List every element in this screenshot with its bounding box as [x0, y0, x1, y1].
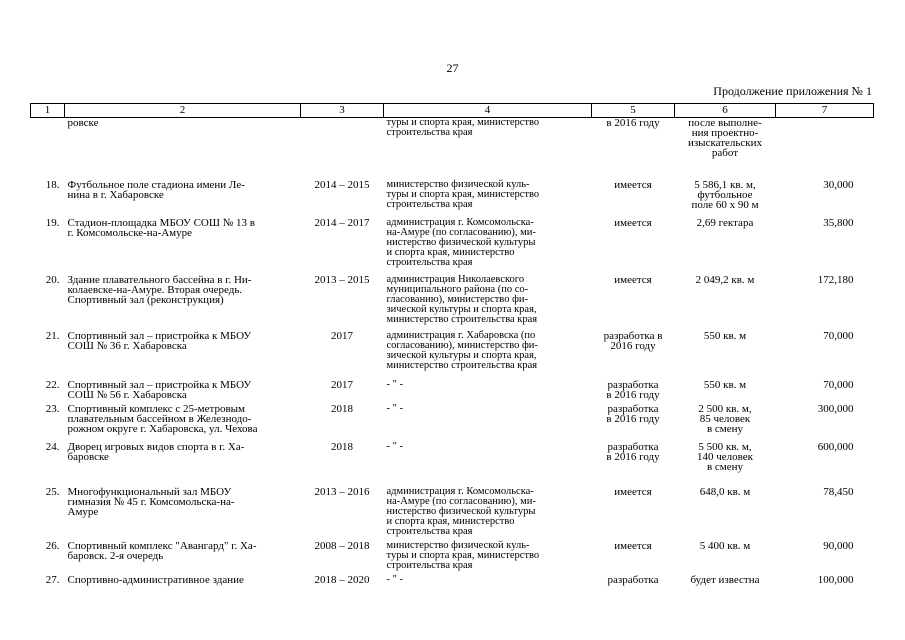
table-row: [31, 483, 874, 537]
construction-period-cell: 2013 – 2016: [314, 485, 370, 498]
construction-period-cell: [301, 118, 384, 176]
capacity-cell: 550 кв. м: [703, 329, 747, 342]
estimated-cost-cell: [776, 118, 874, 176]
header-cell: 1: [31, 104, 65, 118]
estimated-cost-cell: 70,000: [823, 378, 854, 391]
estimated-cost-cell: 78,450: [823, 485, 854, 498]
construction-period-cell: 2017: [331, 329, 353, 342]
page-number: 27: [446, 61, 459, 75]
column-number-header: [31, 104, 874, 118]
responsible-agency-cell: - " -: [386, 440, 404, 452]
row-number-cell: 27.: [45, 573, 60, 586]
responsible-agency-cell: администрация г. Комсомольска- на-Амуре (по согласованию), ми- нистерство физической культуры и спорта края, министерство строительства края: [386, 216, 536, 268]
row-number-cell: 23.: [45, 402, 60, 415]
responsible-agency-cell: администрация г. Хабаровска (по согласованию), министерство фи- зической культуры и спорта края, министерство строительства края: [386, 329, 538, 371]
object-name-cell: Многофункциональный зал МБОУ гимназия № 45 г. Комсомольска-на- Амуре: [67, 485, 235, 518]
construction-period-cell: 2008 – 2018: [314, 539, 370, 552]
construction-period-cell: 2014 – 2017: [314, 216, 370, 229]
design-documentation-cell: имеется: [614, 539, 652, 552]
estimated-cost-cell: 100,000: [817, 573, 854, 586]
object-name-cell: Спортивный комплекс "Авангард" г. Ха- баровск. 2-я очередь: [67, 539, 257, 562]
table-row: [31, 327, 874, 376]
design-documentation-cell: разработка в 2016 году: [603, 329, 663, 352]
capacity-cell: 2 049,2 кв. м: [695, 273, 755, 286]
table-row: [31, 537, 874, 571]
object-name-cell: Спортивно-административное здание: [67, 573, 244, 586]
row-number-cell: 22.: [45, 378, 60, 391]
responsible-agency-cell: - " -: [386, 573, 404, 585]
capacity-cell: будет известна: [690, 573, 760, 586]
header-cell: 3: [301, 104, 384, 118]
estimated-cost-cell: 30,000: [823, 178, 854, 191]
estimated-cost-cell: 300,000: [817, 402, 854, 415]
row-number-cell: 24.: [45, 440, 60, 453]
object-name-cell: Здание плавательного бассейна в г. Ни- колаевске-на-Амуре. Вторая очередь. Спортивный зал (реконструкция): [67, 273, 252, 306]
construction-period-cell: 2013 – 2015: [314, 273, 370, 286]
capacity-cell: 2 500 кв. м, 85 человек в смену: [698, 402, 752, 435]
row-number-cell: 20.: [45, 273, 60, 286]
estimated-cost-cell: 35,800: [823, 216, 854, 229]
capacity-cell: 648,0 кв. м: [699, 485, 751, 498]
row-number-cell: 18.: [45, 178, 60, 191]
object-name-cell: Футбольное поле стадиона имени Ле- нина в г. Хабаровске: [67, 178, 245, 201]
header-cell: 7: [776, 104, 874, 118]
continuation-label: Продолжение приложения № 1: [713, 84, 872, 98]
design-documentation-cell: в 2016 году: [606, 117, 660, 129]
capacity-cell: 550 кв. м: [703, 378, 747, 391]
row-number-cell: [31, 118, 65, 176]
table-row: [31, 176, 874, 214]
design-documentation-cell: имеется: [614, 216, 652, 229]
responsible-agency-cell: - " -: [386, 402, 404, 414]
row-number-cell: 26.: [45, 539, 60, 552]
capacity-cell: 5 400 кв. м: [699, 539, 751, 552]
construction-period-cell: 2014 – 2015: [314, 178, 370, 191]
estimated-cost-cell: 70,000: [823, 329, 854, 342]
row-number-cell: 21.: [45, 329, 60, 342]
table-row: [31, 271, 874, 327]
object-name-cell: ровске: [67, 117, 99, 129]
capacity-cell: после выполне- ния проектно- изыскательских работ: [687, 117, 763, 159]
header-cell: 4: [384, 104, 592, 118]
estimated-cost-cell: 90,000: [823, 539, 854, 552]
construction-period-cell: 2018: [331, 402, 353, 415]
table-row: [31, 571, 874, 591]
responsible-agency-cell: министерство физической куль- туры и спорта края, министерство строительства края: [386, 178, 540, 210]
responsible-agency-cell: министерство физической куль- туры и спорта края, министерство строительства края: [386, 539, 540, 571]
row-number-cell: 19.: [45, 216, 60, 229]
table-row: [31, 376, 874, 400]
header-cell: 6: [675, 104, 776, 118]
responsible-agency-cell: администрация Николаевского муниципального района (по со- гласованию), министерство фи- зической культуры и спорта края, министерство строительства края: [386, 273, 538, 325]
row-number-cell: 25.: [45, 485, 60, 498]
header-cell: 5: [592, 104, 675, 118]
table-row: [31, 214, 874, 271]
responsible-agency-cell: администрация г. Комсомольска- на-Амуре (по согласованию), ми- нистерство физической культуры и спорта края, министерство строительства края: [386, 485, 536, 537]
design-documentation-cell: разработка: [607, 573, 659, 586]
table-row: [31, 118, 874, 176]
estimated-cost-cell: 600,000: [817, 440, 854, 453]
construction-period-cell: 2017: [331, 378, 353, 391]
object-name-cell: Спортивный зал – пристройка к МБОУ СОШ № 36 г. Хабаровска: [67, 329, 252, 352]
object-name-cell: Дворец игровых видов спорта в г. Ха- баровске: [67, 440, 245, 463]
construction-period-cell: 2018 – 2020: [314, 573, 370, 586]
appendix-table: [30, 103, 874, 591]
capacity-cell: 5 500 кв. м, 140 человек в смену: [696, 440, 753, 473]
design-documentation-cell: имеется: [614, 178, 652, 191]
table-row: [31, 438, 874, 483]
design-documentation-cell: разработка в 2016 году: [606, 378, 660, 401]
responsible-agency-cell: - " -: [386, 378, 404, 390]
design-documentation-cell: разработка в 2016 году: [606, 402, 660, 425]
design-documentation-cell: имеется: [614, 273, 652, 286]
estimated-cost-cell: 172,180: [817, 273, 854, 286]
object-name-cell: Спортивный зал – пристройка к МБОУ СОШ № 56 г. Хабаровска: [67, 378, 252, 401]
table-row: [31, 400, 874, 438]
object-name-cell: Стадион-площадка МБОУ СОШ № 13 в г. Комсомольске-на-Амуре: [67, 216, 255, 239]
capacity-cell: 2,69 гектара: [696, 216, 754, 229]
capacity-cell: 5 586,1 кв. м, футбольное поле 60 х 90 м: [691, 178, 759, 211]
design-documentation-cell: разработка в 2016 году: [606, 440, 660, 463]
responsible-agency-cell: туры и спорта края, министерство строительства края: [386, 117, 540, 138]
header-cell: 2: [65, 104, 301, 118]
object-name-cell: Спортивный комплекс с 25-метровым плавательным бассейном в Железнодо- рожном округе г. Хабаровска, ул. Чехова: [67, 402, 258, 435]
construction-period-cell: 2018: [331, 440, 353, 453]
design-documentation-cell: имеется: [614, 485, 652, 498]
